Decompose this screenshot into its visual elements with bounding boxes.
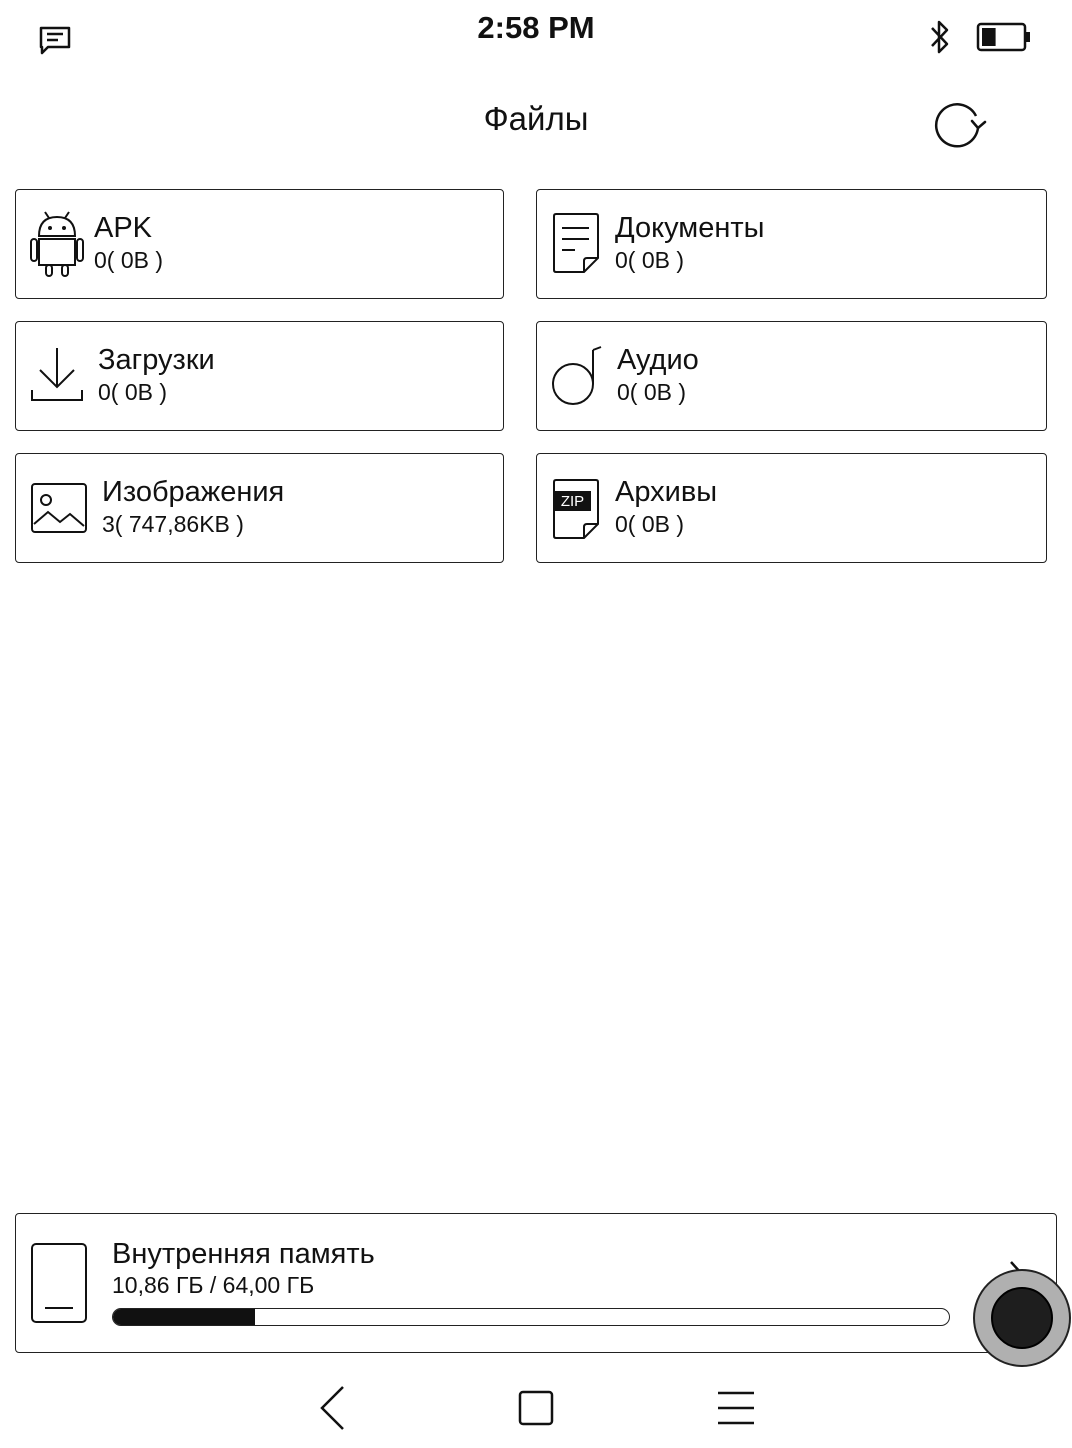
- category-name: Архивы: [615, 476, 718, 508]
- zip-icon: [551, 472, 605, 544]
- tablet-icon: [30, 1242, 88, 1324]
- category-name: Загрузки: [98, 344, 215, 376]
- category-info: 0( 0B ): [98, 379, 168, 405]
- category-info: 0( 0B ): [617, 379, 687, 405]
- bluetooth-icon: [926, 18, 954, 56]
- android-icon: [30, 208, 84, 280]
- storage-usage: 10,86 ГБ / 64,00 ГБ: [112, 1272, 315, 1298]
- home-button[interactable]: [518, 1390, 554, 1426]
- back-button[interactable]: [316, 1384, 350, 1432]
- battery-icon: [976, 22, 1032, 52]
- floating-assist-button-core: [991, 1287, 1053, 1349]
- internal-storage-card[interactable]: [15, 1213, 1057, 1353]
- download-icon: [30, 340, 84, 412]
- storage-progress-bar: [112, 1308, 950, 1326]
- storage-progress-fill: [113, 1309, 255, 1325]
- status-time: 2:58 PM: [477, 10, 595, 45]
- category-name: Аудио: [617, 344, 699, 376]
- image-icon: [30, 472, 84, 544]
- category-name: APK: [94, 212, 153, 244]
- category-info: 0( 0B ): [615, 247, 685, 273]
- category-documents[interactable]: [536, 189, 1047, 299]
- category-downloads[interactable]: [15, 321, 504, 431]
- category-info: 0( 0B ): [94, 247, 164, 273]
- refresh-icon[interactable]: [932, 98, 990, 148]
- category-name: Документы: [615, 212, 765, 244]
- menu-button[interactable]: [716, 1390, 756, 1426]
- floating-assist-button[interactable]: [973, 1269, 1071, 1367]
- category-images[interactable]: [15, 453, 504, 563]
- music-note-icon: [551, 340, 605, 412]
- page-title: Файлы: [483, 100, 589, 137]
- zip-label: ZIP: [560, 493, 585, 510]
- document-icon: [551, 208, 605, 280]
- category-apk[interactable]: [15, 189, 504, 299]
- category-archives[interactable]: [536, 453, 1047, 563]
- storage-name: Внутренняя память: [112, 1238, 375, 1270]
- category-name: Изображения: [102, 476, 285, 508]
- category-audio[interactable]: [536, 321, 1047, 431]
- category-info: 0( 0B ): [615, 511, 685, 537]
- category-info: 3( 747,86KB ): [102, 511, 244, 537]
